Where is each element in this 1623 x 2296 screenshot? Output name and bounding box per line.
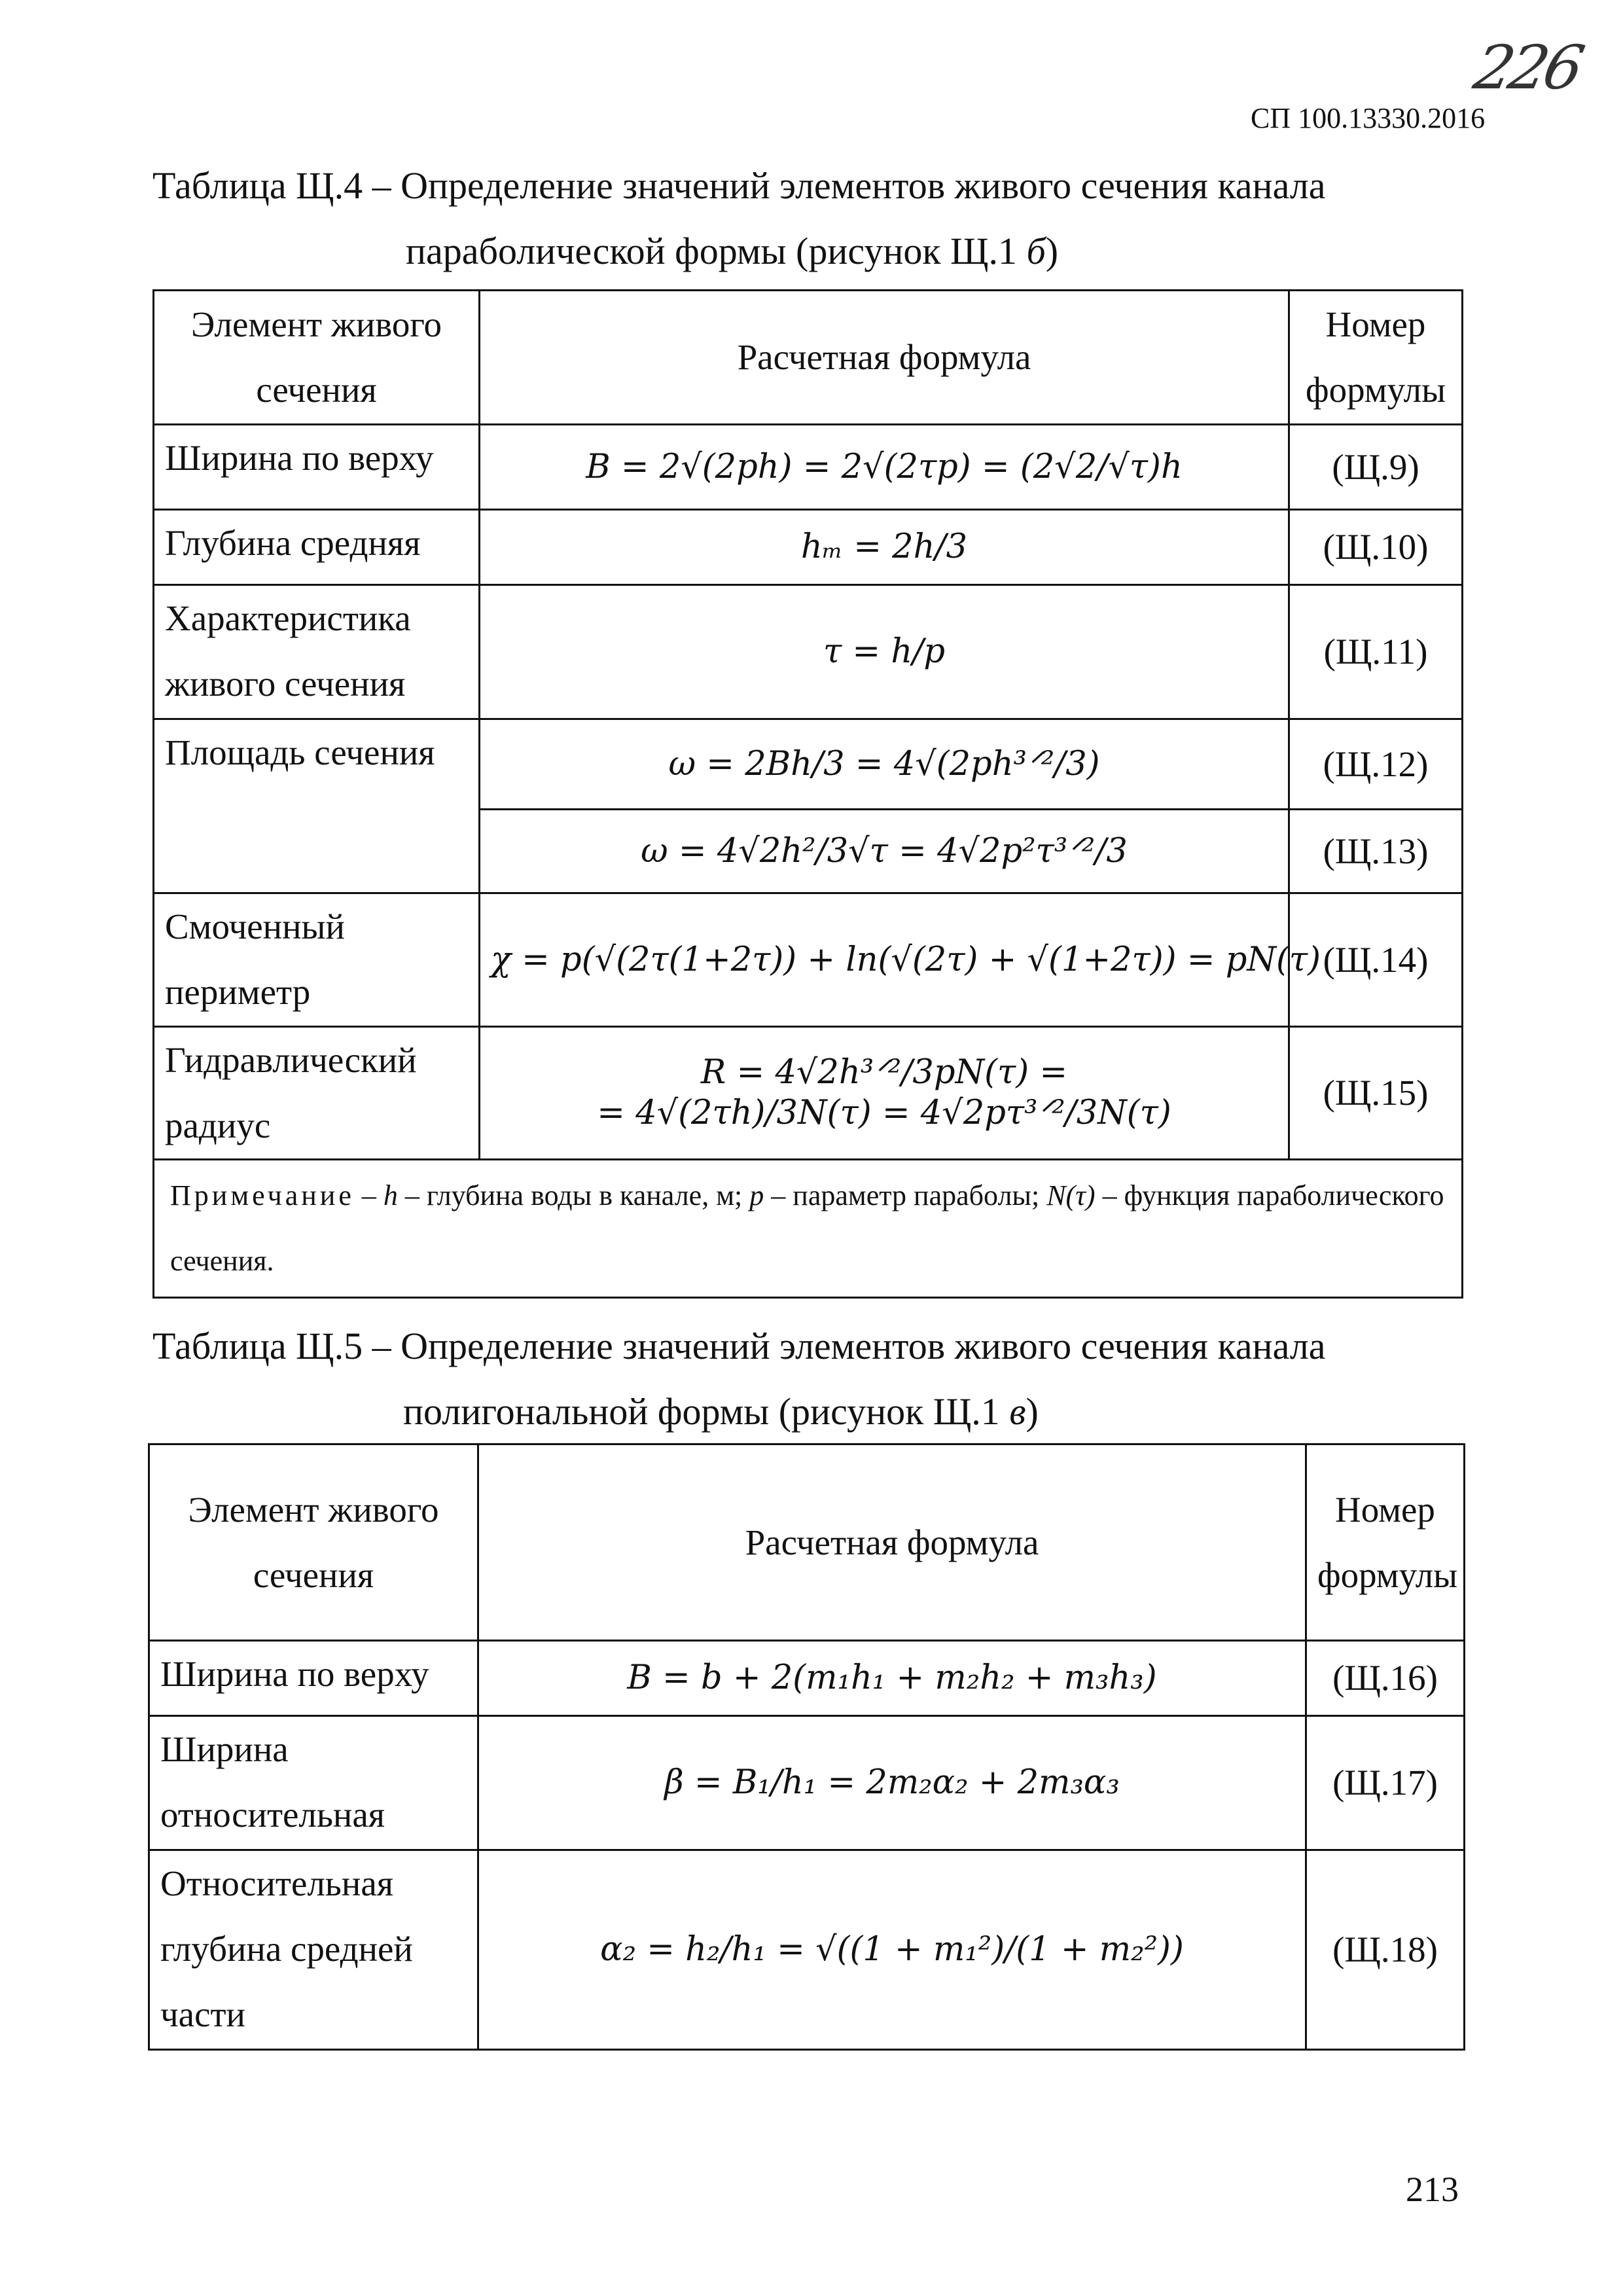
formula-number: (Щ.15): [1289, 1027, 1463, 1160]
table-4-caption-line-1: Таблица Щ.4 – Определение значений элементов живого сечения канала: [152, 164, 1326, 207]
caption-text: параболической формы (рисунок Щ.1: [406, 230, 1027, 272]
note-text: –: [354, 1179, 383, 1211]
formula: B = 2√(2ph) = 2√(2τp) = (2√2/√τ)h: [480, 425, 1289, 510]
element-name: Площадь сечения: [154, 719, 480, 893]
element-name: Ширина по верху: [149, 1641, 478, 1716]
formula-number: (Щ.13): [1289, 810, 1463, 893]
table-row: [154, 585, 1463, 719]
table-row: [149, 1641, 1465, 1716]
caption-figure-letter: в: [1009, 1390, 1026, 1433]
formula-number: (Щ.10): [1289, 510, 1463, 585]
formula: τ = h/p: [480, 585, 1289, 719]
header-number: Номер формулы: [1289, 291, 1463, 425]
table-5-caption-line-2: [403, 1376, 1039, 1447]
note-text: – функция параболического сечения.: [170, 1179, 1444, 1277]
formula: hₘ = 2h/3: [480, 510, 1289, 585]
formula-line-2: = 4√(2τh)/3N(τ) = 4√2pτ³ᐟ²/3N(τ): [597, 1094, 1171, 1132]
page-number: 213: [1406, 2170, 1459, 2209]
formula: β = B₁/h₁ = 2m₂α₂ + 2m₃α₃: [478, 1716, 1306, 1850]
table-row: [154, 510, 1463, 585]
element-name: Относительная глубина средней части: [149, 1850, 478, 2050]
table-row: [154, 719, 1463, 810]
table-row: [154, 425, 1463, 510]
formula-number: (Щ.12): [1289, 719, 1463, 810]
header-formula: Расчетная формула: [480, 291, 1289, 425]
table-note-row: [154, 1160, 1463, 1298]
caption-text: полигональной формы (рисунок Щ.1: [403, 1390, 1010, 1433]
note-text: – параметр параболы;: [764, 1179, 1047, 1211]
header-element: Элемент живого сечения: [154, 291, 480, 425]
caption-figure-letter: б: [1026, 230, 1046, 272]
element-name: Ширина по верху: [154, 425, 480, 510]
formula: ω = 2Bh/3 = 4√(2ph³ᐟ²/3): [480, 719, 1289, 810]
formula: ω = 4√2h²/3√τ = 4√2p²τ³ᐟ²/3: [480, 810, 1289, 893]
formula-number: (Щ.11): [1289, 585, 1463, 719]
note-symbol-n-tau: N(τ): [1046, 1179, 1096, 1211]
table-note: [154, 1160, 1463, 1298]
element-name: Глубина средняя: [154, 510, 480, 585]
header-number: Номер формулы: [1306, 1444, 1465, 1641]
caption-close: ): [1045, 230, 1059, 272]
table-shch-4: [152, 289, 1463, 1299]
formula: α₂ = h₂/h₁ = √((1 + m₁²)/(1 + m₂²)): [478, 1850, 1306, 2050]
formula-number: (Щ.18): [1306, 1850, 1465, 2050]
formula: [480, 1027, 1289, 1160]
table-header-row: [149, 1444, 1465, 1641]
note-text: – глубина воды в канале, м;: [397, 1179, 750, 1211]
note-lead: Примечание: [170, 1179, 355, 1211]
table-row: [149, 1850, 1465, 2050]
table-row: [154, 893, 1463, 1027]
element-name: Ширина относительная: [149, 1716, 478, 1850]
table-row: [154, 1027, 1463, 1160]
handwritten-page-number: 226: [1468, 33, 1586, 103]
formula-number: (Щ.17): [1306, 1716, 1465, 1850]
formula: χ = p(√(2τ(1+2τ)) + ln(√(2τ) + √(1+2τ)) = pN(τ): [480, 893, 1289, 1027]
header-element: Элемент живого сечения: [149, 1444, 478, 1641]
formula-line-1: R = 4√2h³ᐟ²/3pN(τ) =: [700, 1053, 1068, 1092]
table-shch-5: [148, 1443, 1465, 2051]
note-symbol-p: p: [749, 1179, 764, 1211]
table-row: [149, 1716, 1465, 1850]
caption-close: ): [1026, 1390, 1039, 1433]
formula: B = b + 2(m₁h₁ + m₂h₂ + m₃h₃): [478, 1641, 1306, 1716]
element-name: Характеристика живого сечения: [154, 585, 480, 719]
element-name: Смоченный периметр: [154, 893, 480, 1027]
table-header-row: [154, 291, 1463, 425]
formula-number: (Щ.14): [1289, 893, 1463, 1027]
element-name: Гидравлический радиус: [154, 1027, 480, 1160]
table-4-caption-line-2: [406, 216, 1058, 287]
table-5-caption-line-1: Таблица Щ.5 – Определение значений элементов живого сечения канала: [152, 1325, 1326, 1367]
document-code: СП 100.13330.2016: [1251, 102, 1486, 134]
header-formula: Расчетная формула: [478, 1444, 1306, 1641]
formula-number: (Щ.9): [1289, 425, 1463, 510]
note-symbol-h: h: [383, 1179, 398, 1211]
formula-number: (Щ.16): [1306, 1641, 1465, 1716]
